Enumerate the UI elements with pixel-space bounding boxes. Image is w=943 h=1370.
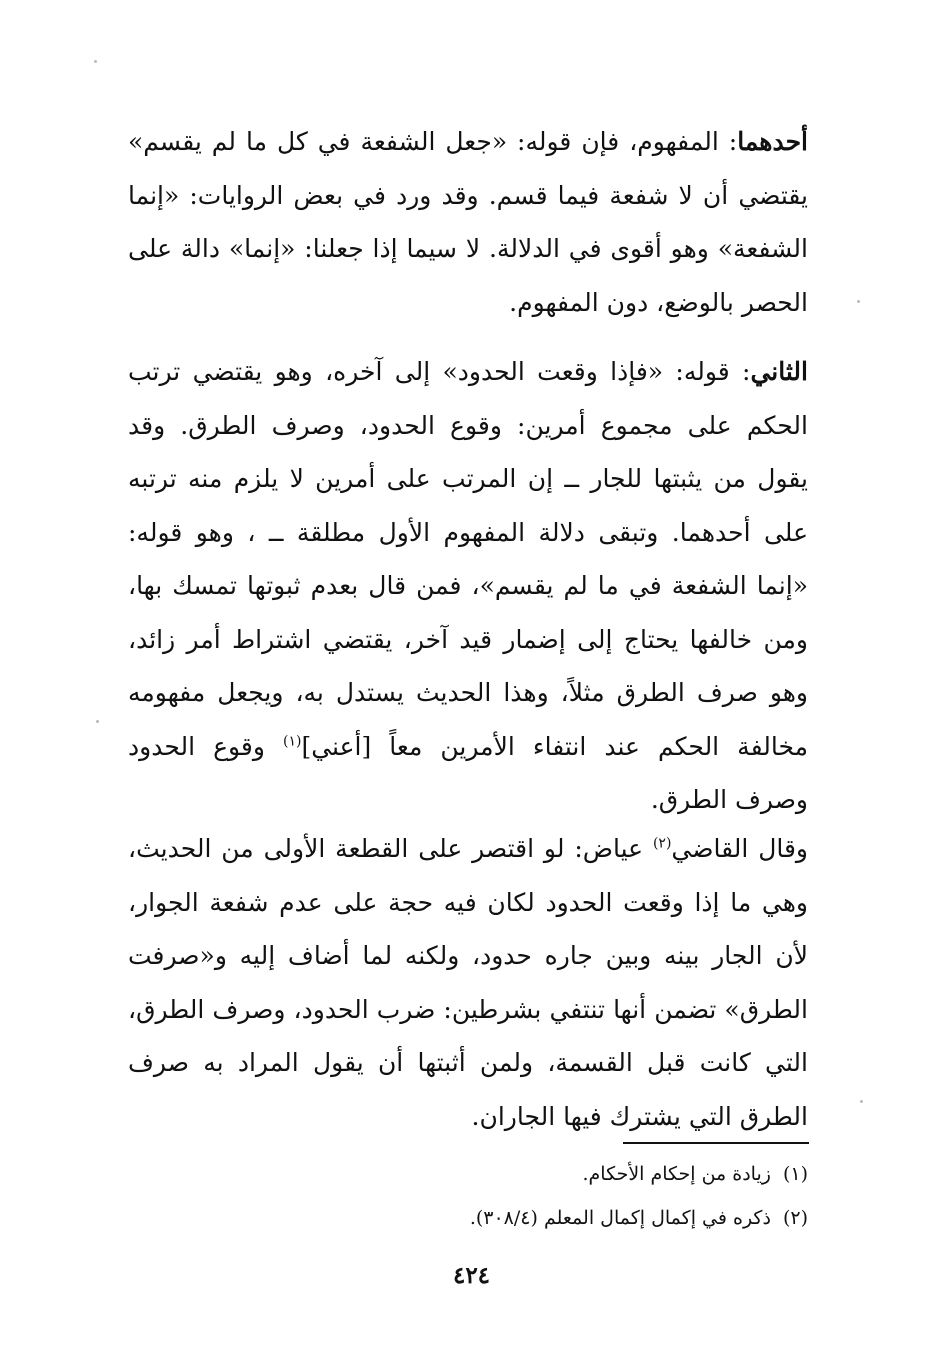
footnote-number: (٢): [782, 1207, 808, 1229]
paragraph-text: : قوله: «فإذا وقعت الحدود» إلى آخره، وهو يقتضي ترتب الحكم على مجموع أمرين: وقوع الحدود، وصرف الطرق. وقد يقول من يثبتها للجار ــ إن المرتب على أمرين لا يلزم منه ترتبه على أحدهما. وتبقى دلالة المفهوم الأول مطلقة ــ ، وهو قوله: «إنما الشفعة في ما لم يقسم»، فمن قال بعدم ثبوتها تمسك بها، ومن خالفها يحتاج إلى إضمار قيد آخر، يقتضي اشتراط أمر زائد، وهو صرف الطرق مثلاً، وهذا الحديث يستدل به، ويجعل مفهومه مخالفة الحكم عند انتفاء الأمرين معاً [أعني]: [128, 357, 808, 761]
scan-speck: [96, 720, 99, 723]
scan-speck: [94, 60, 97, 63]
paragraph-text-continued: وقوع الحدود وصرف الطرق.: [128, 731, 808, 814]
paragraph-text: وقال القاضي: [671, 834, 808, 863]
footnote-number: (١): [782, 1163, 808, 1185]
paragraph-second: [128, 345, 868, 827]
footnote-text: زيادة من إحكام الأحكام.: [582, 1163, 771, 1185]
footnote-item: [360, 1152, 808, 1196]
footnotes: [360, 1152, 808, 1240]
scan-speck: [860, 1100, 863, 1103]
paragraph-text-continued: عياض: لو اقتصر على القطعة الأولى من الحديث، وهي ما إذا وقعت الحدود لكان فيه حجة على عدم شفعة الجوار، لأن الجار بينه وبين جاره حدود، ولكنه لما أضاف إليه و«صرفت الطرق» تضمن أنها تنتفي بشرطين: ضرب الحدود، وصرف الطرق، التي كانت قبل القسمة، ولمن أثبتها أن يقول المراد به صرف الطرق التي يشترك فيها الجاران.: [128, 834, 808, 1131]
paragraph-lead: أحدهما: [737, 127, 808, 156]
footnote-separator: [623, 1142, 809, 1144]
footnote-marker: (١): [283, 733, 302, 750]
paragraph-text: : المفهوم، فإن قوله: «جعل الشفعة في كل ما لم يقسم» يقتضي أن لا شفعة فيما قسم. وقد ورد في بعض الروايات: «إنما الشفعة» وهو أقوى في الدلالة. لا سيما إذا جعلنا: «إنما» دالة على الحصر بالوضع، دون المفهوم.: [128, 127, 808, 317]
page-number: ٤٢٤: [452, 1262, 491, 1289]
paragraph-third: [128, 822, 868, 1143]
paragraph-lead: الثاني: [750, 357, 808, 386]
scan-speck: [857, 300, 860, 303]
footnote-text: ذكره في إكمال إكمال المعلم (٣٠٨/٤).: [469, 1207, 771, 1229]
footnote-marker: (٢): [652, 835, 672, 852]
paragraph-first: [128, 115, 868, 329]
footnote-item: [360, 1196, 808, 1240]
